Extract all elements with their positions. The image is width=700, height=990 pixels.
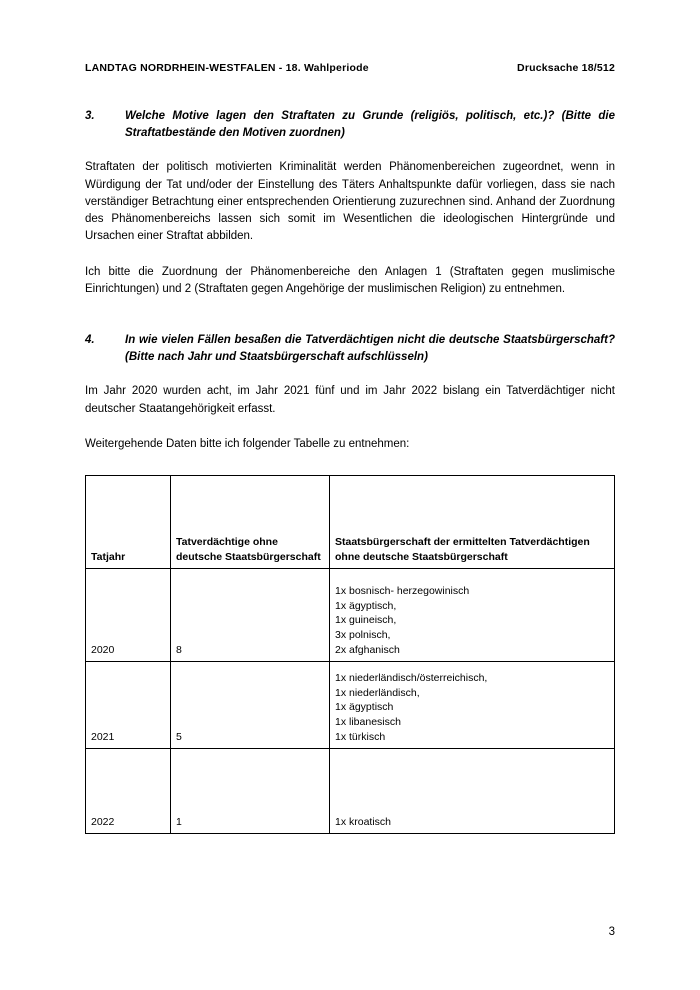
citizenship-line: 1x niederländisch/österreichisch, — [335, 671, 488, 684]
citizenship-line: 1x bosnisch- herzegowinisch — [335, 584, 470, 597]
tatverdaechtige-table — [85, 475, 615, 834]
question-4 — [85, 332, 615, 365]
citizenship-line: 3x polnisch, — [335, 629, 391, 642]
table-cell-count: 1 — [171, 749, 330, 834]
table-header-count — [171, 476, 330, 569]
table-cell-year: 2021 — [86, 662, 171, 749]
citizenship-line: 1x libanesisch — [335, 716, 401, 729]
question-4-answer-paragraph-1: Im Jahr 2020 wurden acht, im Jahr 2021 fünf und im Jahr 2022 bislang ein Tatverdächtiger nicht deutscher Staatangehörigkeit erfasst. — [85, 385, 615, 415]
header-parliament-label: LANDTAG NORDRHEIN-WESTFALEN - 18. Wahlperiode — [85, 62, 369, 74]
citizenship-line: 2x afghanisch — [335, 644, 400, 657]
question-3-number: 3. — [85, 110, 95, 122]
citizenship-line: 1x ägyptisch — [335, 701, 394, 714]
table-row — [86, 749, 615, 834]
question-3 — [85, 108, 615, 141]
table-cell-year: 2022 — [86, 749, 171, 834]
table-cell-count: 5 — [171, 662, 330, 749]
citizenship-line: 1x niederländisch, — [335, 686, 420, 699]
table-header-row — [86, 476, 615, 569]
citizenship-line: 1x guineisch, — [335, 614, 397, 627]
table-cell-citizenships — [330, 662, 615, 749]
question-3-answer-paragraph-1: Straftaten der politisch motivierten Kriminalität werden Phänomenbereichen zugeordnet, wenn in Würdigung der Tat und/oder der Einstellung des Täters Anhaltspunkte dafür vorliegen, dass sie nach verständiger Betrachtung einer entsprechenden Orientierung zuzurechnen sind. Anhand der Zuordnung des Phänomenbereichs lassen sich somit im Wesentlichen die ideologischen Hintergründe und Ursachen einer Straftat abbilden. — [85, 161, 615, 243]
table-header-year — [86, 476, 171, 569]
table-row — [86, 569, 615, 662]
table-header-citizenship-label: Staatsbürgerschaft der ermittelten Tatverdächtigen ohne deutsche Staatsbürgerschaft — [335, 536, 590, 564]
citizenship-line: 1x türkisch — [335, 731, 386, 744]
citizenship-line: 1x kroatisch — [335, 816, 392, 829]
page-header — [85, 0, 615, 74]
table-header-citizenship — [330, 476, 615, 569]
question-3-answer-paragraph-2: Ich bitte die Zuordnung der Phänomenbereiche den Anlagen 1 (Straftaten gegen muslimische Einrichtungen) und 2 (Straftaten gegen Angehörige der muslimischen Religion) zu entnehmen. — [85, 265, 615, 295]
table-header-count-label: Tatverdächtige ohne deutsche Staatsbürgerschaft — [176, 536, 321, 564]
table-header-year-label: Tatjahr — [91, 551, 126, 564]
question-3-text: Welche Motive lagen den Straftaten zu Grunde (religiös, politisch, etc.)? (Bitte die Straftatbestände den Motiven zuordnen) — [125, 110, 615, 139]
table-row — [86, 662, 615, 749]
question-4-text: In wie vielen Fällen besaßen die Tatverdächtigen nicht die deutsche Staatsbürgerschaft? (Bitte nach Jahr und Staatsbürgerschaft aufschlüsseln) — [125, 334, 615, 363]
table-cell-citizenships — [330, 749, 615, 834]
table-cell-count: 8 — [171, 569, 330, 662]
table-cell-year: 2020 — [86, 569, 171, 662]
question-4-answer-paragraph-2: Weitergehende Daten bitte ich folgender Tabelle zu entnehmen: — [85, 437, 410, 450]
citizenship-line: 1x ägyptisch, — [335, 599, 397, 612]
page-number: 3 — [608, 926, 615, 938]
table-cell-citizenships — [330, 569, 615, 662]
header-document-number: Drucksache 18/512 — [517, 62, 615, 74]
question-4-number: 4. — [85, 334, 95, 347]
